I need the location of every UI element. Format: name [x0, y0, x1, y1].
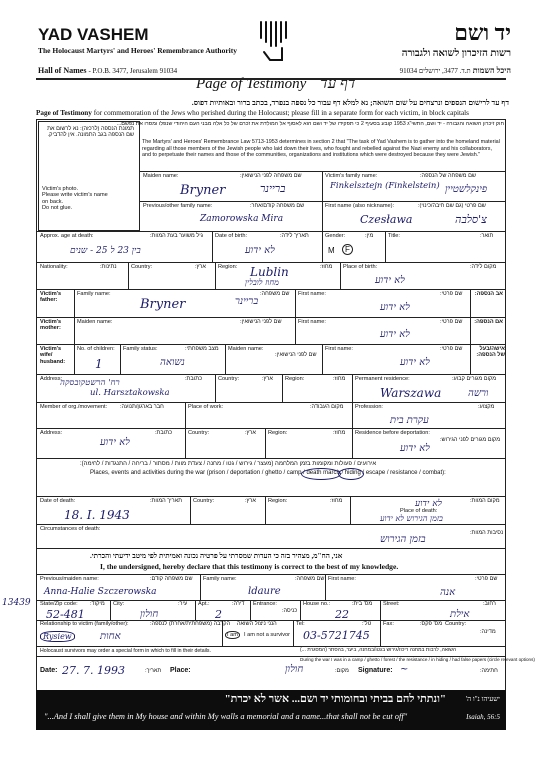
margin-note: 13439 — [2, 598, 31, 608]
col-divider — [385, 231, 386, 262]
declaration-he: אני, הח"מ, מצהיר בזה כי העדות שמסרתי על פרטיה נכונה ואמיתית לפי מיטב ידיעתי והכרתי. — [90, 552, 343, 560]
col-divider — [322, 171, 323, 231]
victim-first-value-he[interactable]: צ'סלבה — [455, 213, 487, 226]
photo-label-en-1: Victim's photo. — [42, 186, 79, 192]
col-divider — [250, 600, 251, 620]
sub-street-value[interactable]: אילת — [450, 609, 470, 620]
law-text-he: חוק זיכרון השואה והגבורה - יד ושם, התשי"ג 1953 קובע בסעיף 2 כי תפקידו של יד ושם הוא לאסוף אל המולדת את זכרם של כל אלה מבני העם היהודי שנפלו ומסרו את נפשם... — [116, 121, 504, 127]
death-circ-value[interactable]: בזמן הגירוש — [380, 534, 426, 545]
date-value[interactable]: 27. 7. 1993 — [62, 664, 125, 677]
sub-rel-label-he: הקרבה (משפחתית/אחרת) לנספה: — [150, 621, 231, 627]
spouse-maiden-label: Maiden name: — [228, 346, 264, 352]
victim-region-value[interactable]: Lublin — [250, 265, 289, 279]
death-region-label: Region: — [268, 498, 288, 504]
member-label-he: חבר בארגון/תנועה: — [120, 404, 164, 410]
sub-family-label: Family name: — [203, 576, 237, 582]
work-label: Place of work: — [188, 404, 224, 410]
profession-value[interactable]: עקרת בית — [390, 415, 429, 426]
col-divider — [215, 374, 216, 402]
place-value[interactable]: חולון — [285, 664, 304, 675]
spouse-label-he: אישה/בעל של הנספה: — [476, 346, 505, 359]
col-divider — [185, 402, 186, 428]
col-divider — [295, 289, 296, 344]
hall-label-he: היכל השמות — [472, 66, 511, 75]
mother-first-label: First name: — [298, 319, 326, 325]
row-divider — [37, 574, 506, 575]
col-divider — [325, 574, 326, 600]
res-perm-label-he: מקום מגורים קבוע: — [452, 376, 497, 382]
spouse-first-label-he: שם פרטי: — [440, 346, 463, 352]
father-label: Victim's father: — [40, 291, 62, 304]
col-divider — [350, 496, 351, 524]
victim-country-label: Country: — [131, 264, 153, 270]
death-circ-label: Circumstances of death: — [40, 526, 101, 532]
sub-street-label: Street: — [383, 601, 400, 607]
row-divider — [140, 171, 506, 172]
res-region-label-he: מחוז: — [333, 376, 346, 382]
sub-entrance-label: Entrance: — [253, 601, 277, 607]
hall-of-names-en — [38, 66, 177, 75]
res-perm-label: Permanent residence: — [355, 376, 410, 382]
victim-age-label: Approx. age at death: — [40, 233, 94, 239]
row-divider — [37, 524, 506, 525]
col-divider — [293, 620, 294, 646]
sub-fax-label-he: מס' פקס: — [420, 621, 443, 627]
victim-pob-value[interactable]: לא ידוע — [375, 275, 405, 286]
events-circle-deportation[interactable] — [301, 468, 341, 480]
father-family-value[interactable]: Bryner — [140, 297, 186, 312]
victim-title-label: Title: — [388, 233, 400, 239]
place-label-he: מקום: — [335, 668, 349, 674]
col-divider — [195, 600, 196, 620]
sub-rel-value[interactable]: אחות — [100, 631, 121, 642]
death-country-label: Country: — [193, 498, 215, 504]
signature-label: Signature: — [358, 667, 393, 674]
gender-f-label: F — [345, 245, 350, 254]
spouse-children-value[interactable]: 1 — [95, 357, 103, 371]
sub-fax-label: Fax: — [383, 621, 394, 627]
victim-gender-label: Gender: — [325, 233, 346, 239]
sub-rel-note — [40, 631, 75, 642]
sub-apt-value[interactable]: 2 — [215, 608, 222, 621]
victim-first-label-he: שם פרטי (גם שם חיבה/כינוי): — [418, 203, 486, 209]
sub-first-label-he: שם פרטי: — [475, 576, 498, 582]
footer-band — [36, 690, 506, 730]
hall-of-names-he — [400, 66, 511, 75]
col-divider — [120, 344, 121, 374]
sub-tel-label: Tel: — [296, 621, 305, 627]
victim-country-label-he: ארץ: — [195, 264, 206, 270]
father-family-label: Family name: — [77, 291, 111, 297]
sub-house-label-he: מס' בית: — [352, 601, 373, 607]
sub-street-label-he: רחוב: — [483, 601, 496, 607]
war-address-value[interactable]: לא ידוע — [100, 437, 130, 448]
war-region-label: Region: — [268, 430, 288, 436]
survivor-no-option[interactable]: I am not a survivor — [244, 632, 291, 638]
victim-gender-label-he: מין: — [365, 233, 374, 239]
war-region-label-he: מחוז: — [333, 430, 346, 436]
victim-nationality-label: Nationality: — [40, 264, 68, 270]
sub-country-label: Country: — [445, 621, 467, 627]
mother-first-value[interactable]: לא ידוע — [380, 329, 410, 340]
sub-rel-note-text: Rysiew — [43, 632, 72, 641]
hall-label: Hall of Names — [38, 66, 87, 75]
hall-address: - P.O.B. 3477, Jerusalem 91034 — [88, 67, 178, 75]
sub-house-value[interactable]: 22 — [335, 608, 349, 621]
row-divider — [37, 344, 506, 345]
sub-family-value[interactable]: ldaure — [248, 586, 281, 597]
victim-age-value[interactable]: בין 23 ל 25 - שנים — [70, 246, 141, 256]
events-label-he: אירועים / פעולות ומקומות בזמן המלחמה (מעצר / גירוש / גטו / מחנה / צעדת מוות / מסתור / בריחה / התנגדות / לחימה): — [80, 461, 377, 467]
death-date-value[interactable]: 18. I. 1943 — [64, 508, 130, 522]
victim-region-label: Region: — [218, 264, 238, 270]
sub-family-label-he: שם משפחה: — [295, 576, 325, 582]
law-block — [116, 121, 504, 171]
row-divider — [37, 458, 506, 459]
sub-prev-label-he: שם משפחה קודם: — [150, 576, 193, 582]
victim-pob-label: Place of birth: — [343, 264, 378, 270]
victim-prev-label-he: שם משפחה קודם/אחר: — [250, 203, 305, 209]
photo-label-en-4: Do not glue. — [42, 205, 73, 212]
sub-tel-label-he: טל': — [362, 621, 372, 627]
law-text-en-1: The Martyrs' and Heroes' Remembrance Law 5713-1953 determines in section 2 that "The task of Yad Vashem is to gather into the homeland material — [142, 139, 500, 146]
law-text-en-2: regarding all those members of the Jewish people who laid down their lives, who fought and rebelled against the Nazi enemy and his collaborators, — [142, 145, 492, 152]
res-address-value[interactable]: ul. Harsztakowska — [90, 388, 170, 398]
victim-dob-label: Date of birth: — [215, 233, 248, 239]
mother-label: Victim's mother: — [40, 319, 62, 332]
sub-country-label-he: מדינה: — [480, 629, 496, 635]
father-family-label-he: שם משפחה: — [260, 291, 290, 297]
date-label: Date: — [40, 667, 58, 674]
sub-city-label: City: — [113, 601, 125, 607]
row-divider — [37, 317, 506, 318]
sub-city-value[interactable]: חולון — [140, 609, 159, 620]
org-name-en: YAD VASHEM — [38, 25, 149, 44]
col-divider — [352, 428, 353, 458]
war-country-label-he: ארץ: — [245, 430, 256, 436]
survivor-label-he: הנני ניצול השואה — [237, 621, 277, 627]
sub-zip-label-he: מיקוד: — [90, 601, 105, 607]
res-address-label: Address: — [40, 376, 63, 382]
filing-note-he: השואה, לרבות במחנה ריכוז/גירוש בגטו/במחנה, ביער, בהסתר (המסגרת ...) — [300, 647, 457, 653]
res-address-value-he[interactable]: רח' הרשטקובסקה — [60, 378, 120, 388]
col-divider — [190, 496, 191, 524]
menorah-logo-icon — [258, 18, 288, 66]
death-place-label-he: מקום המוות: — [470, 498, 500, 504]
law-text-en-3: and to perpetuate their names and those of the communities, organizations and institutions which were destroyed because they were Jewish." — [142, 152, 481, 159]
death-place-value[interactable]: לא ידוע — [415, 499, 442, 509]
row-divider — [37, 262, 506, 263]
res-country-label: Country: — [218, 376, 240, 382]
victim-family-value-he[interactable]: פינקלשטיין — [445, 184, 488, 195]
sub-first-label: First name: — [328, 576, 356, 582]
col-divider — [212, 231, 213, 262]
mother-maiden-label: Maiden name: — [77, 319, 113, 325]
victim-pob-label-he: מקום לידה: — [470, 264, 497, 270]
col-divider — [322, 344, 323, 374]
victim-title-label-he: תואר: — [480, 233, 494, 239]
survivor-yes-label: I am — [227, 632, 238, 638]
filing-note-en-1: Holocaust survivors may order a special form in which to fill in their details. — [40, 648, 211, 654]
org-name-he: יד ושם — [454, 20, 511, 45]
intro-line-en-bold: Page of Testimony — [36, 109, 92, 117]
sub-zip-label: State/Zip code: — [40, 601, 78, 607]
death-place-label: Place of death: — [400, 508, 438, 514]
col-divider — [265, 428, 266, 458]
col-divider — [300, 600, 301, 620]
row-divider — [37, 289, 506, 290]
intro-line-en-text: for commemoration of the Jews who perished during the Holocaust; please fill in a separate form for each victim, in block capitals — [93, 109, 469, 117]
victim-family-label: Victim's family name: — [325, 173, 378, 179]
signature-row — [40, 664, 504, 682]
victim-maiden-label: Maiden name: — [143, 173, 179, 179]
spouse-status-label: Family status: — [123, 346, 158, 352]
col-divider — [470, 289, 471, 374]
victim-maiden-value[interactable]: Bryner — [180, 183, 226, 198]
death-country-label-he: ארץ: — [245, 498, 256, 504]
mother-label-he: אם הנספה: — [474, 319, 503, 325]
header-rule — [36, 78, 506, 80]
death-circ-label-he: נסיבות המוות: — [470, 530, 504, 536]
war-res-label-he: מקום מגורים לפני הגירוש: — [440, 437, 501, 443]
spouse-children-label: No. of children: — [77, 346, 115, 352]
col-divider — [185, 428, 186, 458]
father-family-value-he[interactable]: בריינר — [235, 296, 259, 307]
col-divider — [225, 344, 226, 374]
victim-family-value[interactable]: Finkelsztejn (Finkelstein) — [330, 181, 440, 191]
work-label-he: מקום העבודה: — [310, 404, 344, 410]
declaration-en: I, the undersigned, hereby declare that this testimony is correct to the best of my knowledge. — [100, 562, 399, 571]
intro-line-en — [36, 109, 469, 117]
profession-label-he: מקצוע: — [478, 404, 495, 410]
photo-label-en-2: Please write victim's name — [42, 192, 108, 199]
victim-region-label-he: מחוז: — [320, 264, 333, 270]
hall-address-he: ת.ד. 3477, ירושלים 91034 — [399, 67, 471, 75]
filing-note-en-2: During the war I was in a camp / ghetto / forest / the resistance / in hiding / had false papers (circle relevant options) — [300, 657, 535, 662]
footer-source-he: ישעיהו נ"ו ה' — [465, 695, 500, 703]
row-divider — [37, 402, 506, 403]
war-address-label: Address: — [40, 430, 63, 436]
footer-quote-he: "ונתתי להם בביתי ובחומותי יד ושם... אשר לא יכרת" — [224, 693, 446, 705]
war-country-label: Country: — [188, 430, 210, 436]
victim-age-label-he: גיל משוער בעת המוות: — [150, 233, 204, 239]
row-divider — [37, 374, 506, 375]
victim-family-label-he: שם משפחה של הנספה: — [420, 173, 476, 179]
col-divider — [340, 262, 341, 289]
signature-value[interactable]: ~ — [400, 664, 409, 675]
sub-entrance-label-he: כניסה: — [282, 608, 298, 614]
father-first-value[interactable]: לא ידוע — [380, 302, 410, 313]
father-first-label: First name: — [298, 291, 326, 297]
spouse-status-value[interactable]: נשואה — [160, 357, 185, 368]
authority-name-en: The Holocaust Martyrs' and Heroes' Remembrance Authority — [38, 46, 238, 55]
res-perm-value-he[interactable]: ורשה — [468, 388, 489, 399]
header — [0, 0, 545, 96]
mother-first-label-he: שם פרטי: — [440, 319, 463, 325]
sub-prev-value[interactable]: Anna-Halie Szczerowska — [44, 587, 157, 597]
war-address-label-he: כתובת: — [155, 430, 173, 436]
col-divider — [74, 289, 75, 374]
row-divider — [140, 201, 506, 202]
death-region-label-he: מחוז: — [330, 498, 343, 504]
spouse-status-label-he: מצב משפחתי: — [185, 346, 219, 352]
death-date-label-he: תאריך המוות: — [150, 498, 182, 504]
row-divider — [37, 231, 506, 232]
victim-region-value-he[interactable]: מחוז לובלין — [245, 278, 279, 287]
photo-label-en-3: on back. — [42, 198, 64, 205]
col-divider — [322, 231, 323, 262]
events-circle-ghetto[interactable] — [338, 468, 364, 480]
war-res-value[interactable]: לא ידוע — [400, 443, 430, 454]
col-divider — [265, 496, 266, 524]
col-divider — [200, 574, 201, 600]
victim-dob-value[interactable]: לא ידוע — [245, 245, 275, 256]
row-divider — [37, 428, 506, 429]
victim-maiden-label-he: שם משפחה לפני הנישואין: — [240, 173, 302, 179]
page-title-en: Page of Testimony — [196, 76, 307, 92]
col-divider — [282, 374, 283, 402]
victim-maiden-value-he[interactable]: בריינר — [260, 182, 286, 195]
father-first-label-he: שם פרטי: — [440, 291, 463, 297]
victim-first-label: First name (also nickname): — [325, 203, 395, 209]
row-divider — [37, 548, 506, 549]
death-date-label: Date of death: — [40, 498, 76, 504]
sub-tel-value[interactable]: 03-5721745 — [303, 629, 370, 642]
res-address-label-he: כתובת: — [185, 376, 203, 382]
col-divider — [128, 262, 129, 289]
gender-m-option[interactable]: M — [328, 246, 335, 255]
sub-city-label-he: עיר: — [178, 601, 188, 607]
date-label-he: תאריך: — [145, 668, 162, 674]
col-divider — [380, 620, 381, 646]
death-place-value-2[interactable]: בזמן הגירוש לא ידוע — [380, 514, 443, 523]
mother-maiden-label-he: שם לפני הנישואין: — [240, 319, 282, 325]
victim-nationality-label-he: נתינות: — [100, 264, 117, 270]
spouse-label: Victim's wife/ husband: — [40, 346, 66, 365]
victim-prev-value[interactable]: Zamorowska Mira — [200, 214, 284, 224]
photo-label-he: תמונת הנספה (לרכזה): נא לרשום את שם הנספה בגב התמונה. אין להדביק. — [47, 126, 134, 139]
res-perm-value[interactable]: Warszawa — [380, 386, 442, 400]
sub-zip-value[interactable]: 52-481 — [46, 608, 85, 621]
spouse-maiden-label-he: שם לפני הנישואין: — [275, 352, 317, 358]
member-label: Member of org./movement: — [40, 404, 108, 410]
events-label-en: Places, events and activities during the war (prison / deportation / ghetto / camp / death march / hiding / escape / resistance / combat): — [90, 470, 446, 476]
signature-label-he: חתימה: — [480, 668, 498, 674]
profession-label: Profession: — [355, 404, 383, 410]
spouse-first-value[interactable]: לא ידוע — [400, 357, 430, 368]
father-label-he: אב הנספה: — [474, 291, 503, 297]
war-res-label: Residence before deportation: — [355, 430, 430, 436]
sub-apt-label-he: דירה: — [232, 601, 245, 607]
authority-name-he: רשות הזיכרון לשואה ולגבורה — [401, 48, 511, 59]
col-divider — [110, 600, 111, 620]
col-divider — [215, 262, 216, 289]
place-label: Place: — [170, 667, 191, 674]
res-country-label-he: ארץ: — [262, 376, 273, 382]
intro-line-he: דף עד לרישום הנספים ונרצחים על שום השואה; נא למלא דף עבור כל נספה בנפרד, בכתב ברור ובאותיות דפוס. — [191, 98, 509, 107]
col-divider — [352, 374, 353, 428]
victim-dob-label-he: תאריך לידה: — [280, 233, 309, 239]
gender-options — [328, 245, 350, 255]
page-title-he: דף עד — [320, 76, 356, 92]
victim-prev-label: Previous/other family name: — [143, 203, 213, 209]
col-divider — [380, 600, 381, 620]
footer-source-en: Isaiah, 56:5 — [466, 713, 500, 721]
spouse-first-label: First name: — [325, 346, 353, 352]
footer-quote-en: "...And I shall give them in My house and within My walls a memorial and a name...that shall not be cut off" — [44, 712, 408, 721]
sub-house-label: House no.: — [303, 601, 331, 607]
row-divider — [37, 496, 506, 497]
sub-rel-label: Relationship to victim (family/other): — [40, 621, 129, 627]
victim-first-value[interactable]: Czesława — [360, 213, 413, 226]
photo-label-en — [42, 186, 108, 212]
sub-prev-label: Previous/maiden name: — [40, 576, 99, 582]
sub-first-value[interactable]: אנה — [440, 587, 456, 598]
sub-apt-label: Apt.: — [198, 601, 210, 607]
gender-f-option[interactable] — [342, 244, 353, 255]
res-region-label: Region: — [285, 376, 305, 382]
